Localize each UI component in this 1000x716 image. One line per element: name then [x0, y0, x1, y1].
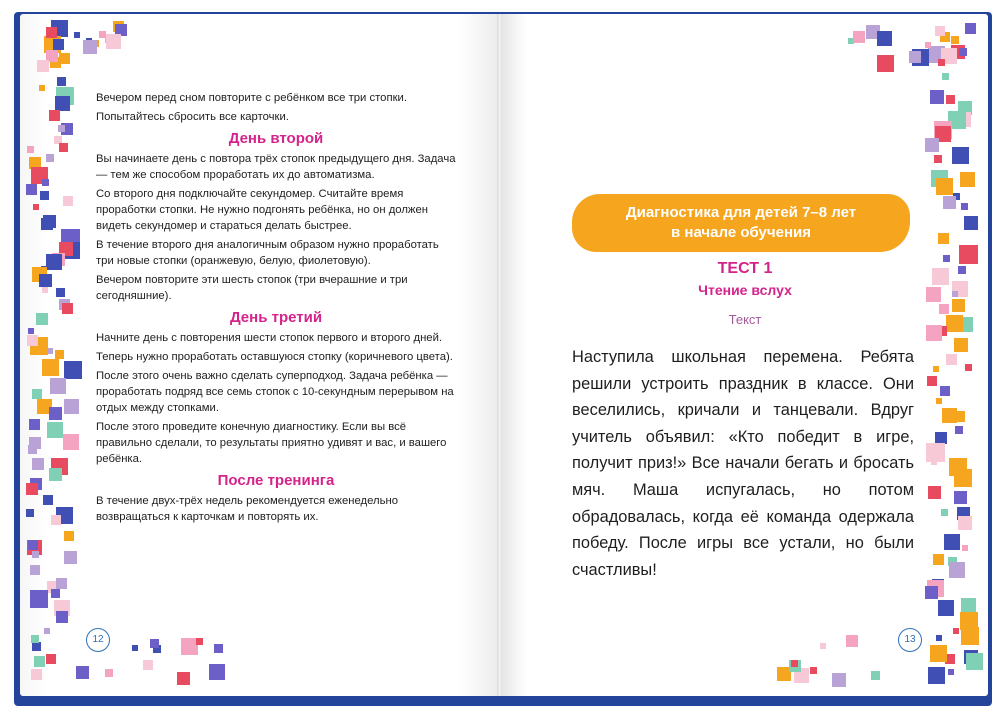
confetti-square — [59, 53, 70, 64]
confetti-square — [926, 325, 942, 341]
confetti-square — [925, 138, 939, 152]
confetti-square — [935, 26, 945, 36]
confetti-square — [936, 635, 942, 641]
confetti-square — [948, 669, 954, 675]
confetti-square — [209, 664, 225, 680]
confetti-square — [938, 600, 954, 616]
confetti-square — [196, 638, 203, 645]
confetti-square — [31, 669, 42, 680]
confetti-square — [28, 445, 37, 454]
confetti-square — [959, 48, 967, 56]
confetti-square — [34, 656, 45, 667]
confetti-square — [56, 288, 65, 297]
reading-passage: Наступила школьная перемена. Ребята решили устроить праздник в классе. Они веселились, кричали и танцевали. Вдруг учитель объявил: «Кто победит в игре, получит приз!» Все начали бегать и бросать мяч. Маша испугалась, но потом обрадовалась, когда её команда одержала победу. После игры все устали, но были счастливы! — [572, 348, 914, 579]
confetti-square — [934, 155, 942, 163]
confetti-square — [51, 515, 61, 525]
confetti-square — [76, 666, 89, 679]
paragraph: В течение двух-трёх недель рекомендуется еженедельно возвращаться к карточкам и повторять их. — [96, 495, 399, 523]
confetti-square — [105, 669, 113, 677]
confetti-square — [36, 313, 48, 325]
confetti-square — [961, 203, 968, 210]
confetti-square — [877, 31, 892, 46]
confetti-square — [846, 635, 858, 647]
confetti-square — [953, 628, 959, 634]
day-three-heading: День третий — [229, 309, 323, 326]
confetti-square — [952, 299, 965, 312]
confetti-square — [32, 551, 39, 558]
confetti-square — [49, 468, 62, 481]
confetti-square — [39, 274, 52, 287]
confetti-square — [938, 59, 945, 66]
confetti-square — [42, 359, 59, 376]
confetti-square — [965, 364, 972, 371]
confetti-square — [49, 110, 60, 121]
page-number-left: 12 — [86, 628, 110, 652]
confetti-square — [33, 204, 39, 210]
confetti-square — [40, 191, 49, 200]
confetti-square — [42, 179, 49, 186]
confetti-square — [938, 233, 949, 244]
confetti-square — [954, 469, 972, 487]
right-page — [502, 14, 988, 696]
confetti-square — [106, 34, 121, 49]
paragraph: Вечером повторите эти шесть стопок (три вчерашние и три сегодняшние). — [96, 274, 408, 302]
confetti-square — [877, 55, 894, 72]
banner-line-2: в начале обучения — [671, 224, 811, 241]
confetti-square — [83, 40, 97, 54]
confetti-square — [955, 426, 963, 434]
confetti-square — [42, 287, 48, 293]
confetti-square — [50, 378, 66, 394]
confetti-square — [47, 348, 53, 354]
after-training-heading: После тренинга — [217, 472, 335, 489]
confetti-square — [51, 589, 60, 598]
confetti-square — [964, 216, 978, 230]
text-label: Текст — [728, 312, 762, 327]
intro-line: Вечером перед сном повторите с ребёнком все три стопки. — [96, 92, 407, 104]
paragraph: После этого очень важно сделать суперподход. Задача ребёнка — проработать подряд все семь стопок с 10-секундным перерывом на отдых между стопками. — [96, 370, 454, 414]
confetti-square — [936, 398, 942, 404]
confetti-square — [933, 554, 944, 565]
confetti-square — [810, 667, 817, 674]
confetti-square — [58, 125, 65, 132]
confetti-square — [962, 545, 968, 551]
confetti-square — [927, 376, 937, 386]
banner-line-1: Диагностика для детей 7–8 лет — [625, 204, 857, 221]
confetti-square — [943, 196, 956, 209]
confetti-square — [55, 350, 64, 359]
confetti-square — [214, 644, 223, 653]
confetti-square — [954, 491, 967, 504]
confetti-square — [46, 27, 57, 38]
confetti-square — [47, 422, 63, 438]
diagnostics-banner — [572, 194, 910, 252]
confetti-square — [46, 654, 56, 664]
confetti-square — [64, 531, 74, 541]
confetti-square — [62, 303, 73, 314]
confetti-square — [954, 411, 965, 422]
intro-line: Попытайтесь сбросить все карточки. — [96, 111, 289, 123]
confetti-square — [27, 146, 34, 153]
confetti-square — [942, 73, 949, 80]
confetti-square — [965, 23, 976, 34]
confetti-square — [44, 628, 50, 634]
confetti-square — [43, 495, 53, 505]
confetti-square — [31, 635, 39, 643]
confetti-square — [132, 645, 138, 651]
paragraph: Начните день с повторения шести стопок первого и второго дней. — [96, 332, 443, 344]
confetti-square — [960, 172, 975, 187]
confetti-square — [28, 328, 34, 334]
confetti-square — [925, 586, 938, 599]
confetti-square — [936, 178, 953, 195]
confetti-square — [928, 667, 945, 684]
confetti-square — [30, 590, 48, 608]
confetti-square — [928, 486, 941, 499]
confetti-square — [46, 254, 62, 270]
confetti-square — [954, 338, 968, 352]
test-label: ТЕСТ 1 — [717, 260, 773, 277]
confetti-square — [57, 77, 66, 86]
confetti-square — [37, 60, 49, 72]
confetti-square — [28, 540, 38, 550]
confetti-square — [177, 672, 190, 685]
confetti-square — [930, 645, 947, 662]
confetti-square — [941, 509, 948, 516]
confetti-square — [30, 565, 40, 575]
paragraph: Со второго дня подключайте секундомер. Считайте время проработки стопки. Не нужно подгонять ребёнка, но он должен видеть секундомер и стараться делать быстрее. — [96, 188, 429, 232]
confetti-square — [26, 184, 37, 195]
confetti-square — [946, 95, 955, 104]
confetti-square — [791, 660, 798, 667]
confetti-square — [143, 660, 153, 670]
confetti-square — [56, 578, 67, 589]
confetti-square — [26, 509, 34, 517]
paragraph: Вы начинаете день с повтора трёх стопок предыдущего дня. Задача — тем же способом проработать их до автоматизма. — [96, 153, 456, 181]
confetti-square — [49, 407, 62, 420]
confetti-square — [63, 196, 73, 206]
confetti-square — [46, 154, 54, 162]
confetti-square — [32, 642, 41, 651]
confetti-square — [150, 639, 159, 648]
confetti-square — [944, 534, 960, 550]
confetti-square — [74, 32, 80, 38]
confetti-square — [29, 419, 40, 430]
confetti-square — [27, 335, 38, 346]
confetti-square — [64, 361, 82, 379]
confetti-square — [99, 31, 106, 38]
confetti-square — [966, 653, 983, 670]
confetti-square — [940, 386, 950, 396]
confetti-square — [64, 551, 77, 564]
test-subtitle: Чтение вслух — [698, 282, 792, 298]
confetti-square — [32, 458, 44, 470]
confetti-square — [832, 673, 846, 687]
left-text-column — [96, 90, 456, 528]
confetti-square — [946, 354, 957, 365]
confetti-square — [59, 143, 68, 152]
confetti-square — [63, 434, 79, 450]
paragraph: В течение второго дня аналогичным образом нужно проработать три новые стопки (оранжевую, белую, фиолетовую). — [96, 239, 439, 267]
page-number-right: 13 — [898, 628, 922, 652]
day-two-heading: День второй — [228, 130, 324, 147]
confetti-square — [952, 147, 969, 164]
confetti-square — [820, 643, 826, 649]
confetti-square — [39, 85, 45, 91]
confetti-square — [931, 459, 937, 465]
confetti-square — [43, 215, 56, 228]
confetti-square — [56, 611, 68, 623]
confetti-square — [853, 31, 865, 43]
confetti-square — [26, 483, 38, 495]
paragraph: После этого проведите конечную диагностику. Если вы всё правильно сделали, то результаты приятно удивят и вас, и вашего ребёнка. — [96, 421, 447, 465]
confetti-square — [871, 671, 880, 680]
confetti-square — [933, 366, 939, 372]
confetti-square — [949, 562, 965, 578]
confetti-square — [951, 36, 959, 44]
confetti-square — [64, 399, 79, 414]
left-page — [20, 14, 498, 696]
confetti-square — [961, 627, 979, 645]
confetti-square — [958, 516, 972, 530]
confetti-square — [925, 42, 931, 48]
confetti-square — [909, 51, 921, 63]
confetti-square — [930, 90, 944, 104]
paragraph: Теперь нужно проработать оставшуюся стопку (коричневого цвета). — [96, 351, 453, 363]
